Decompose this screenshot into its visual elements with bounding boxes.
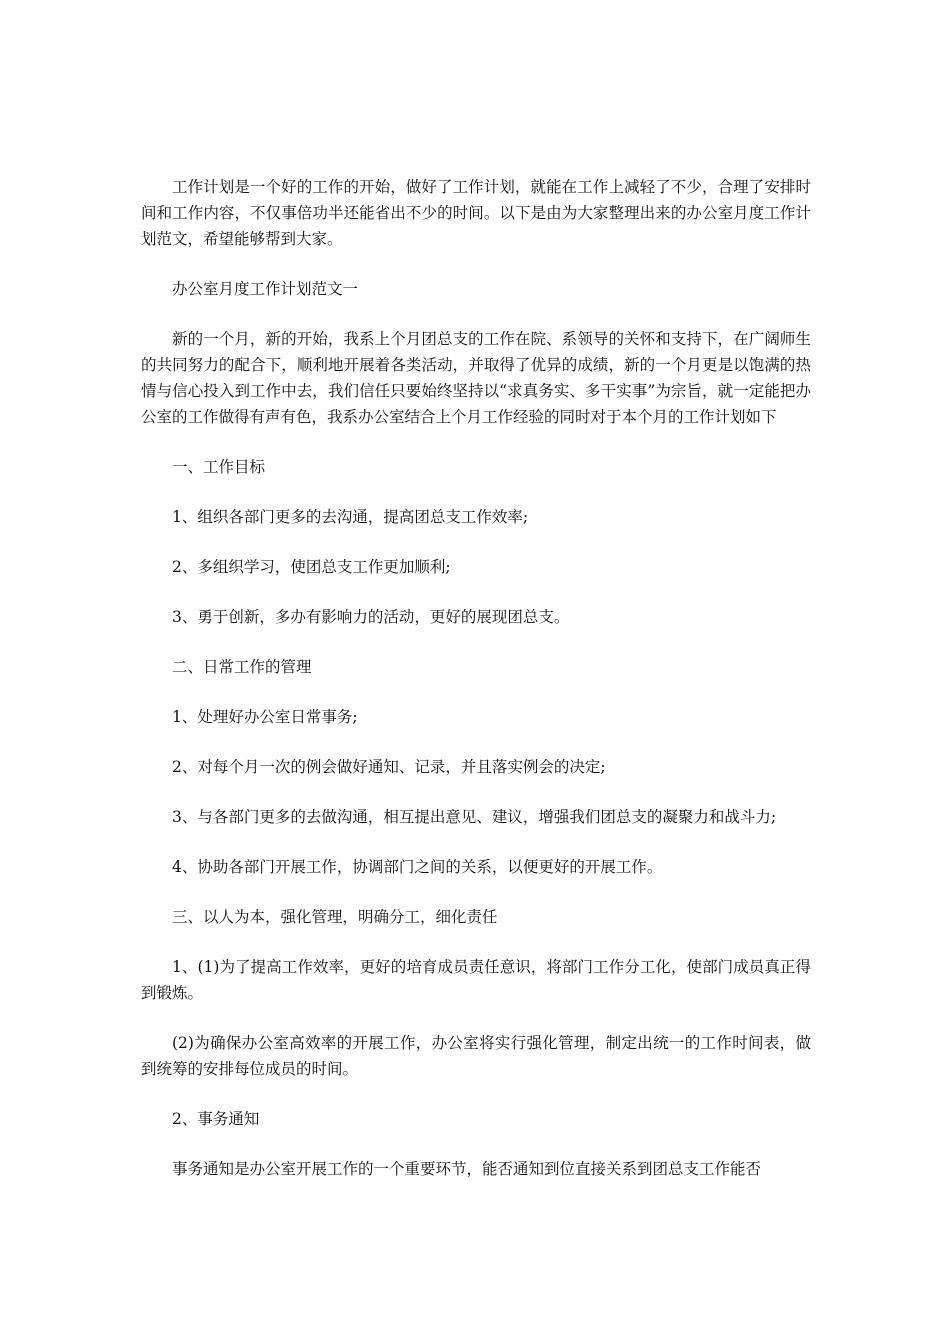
list-item: 2、多组织学习，使团总支工作更加顺利;	[172, 558, 451, 576]
list-item: (2)为确保办公室高效率的开展工作，办公室将实行强化管理，制定出统一的工作时间表，做到统筹的安排每位成员的时间。	[141, 1034, 811, 1078]
heading-people-oriented: 三、以人为本，强化管理，明确分工，细化责任	[172, 908, 498, 926]
section-title: 办公室月度工作计划范文一	[172, 280, 359, 298]
body-paragraph: 事务通知是办公室开展工作的一个重要环节，能否通知到位直接关系到团总支工作能否	[172, 1160, 762, 1178]
list-item: 2、对每个月一次的例会做好通知、记录，并且落实例会的决定;	[172, 758, 606, 776]
heading-daily-management: 二、日常工作的管理	[172, 658, 312, 676]
heading-work-goals: 一、工作目标	[172, 458, 266, 476]
list-item: 1、组织各部门更多的去沟通，提高团总支工作效率;	[172, 508, 529, 526]
list-item: 4、协助各部门开展工作，协调部门之间的关系，以便更好的开展工作。	[172, 858, 663, 876]
list-item: 3、与各部门更多的去做沟通，相互提出意见、建议，增强我们团总支的凝聚力和战斗力;	[172, 808, 777, 826]
list-item: 1、处理好办公室日常事务;	[172, 708, 358, 726]
intro-paragraph: 工作计划是一个好的工作的开始，做好了工作计划，就能在工作上减轻了不少，合理了安排时间和工作内容，不仅事倍功半还能省出不少的时间。以下是由为大家整理出来的办公室月度工作计划范文，希望能够帮到大家。	[141, 178, 811, 248]
list-item: 1、(1)为了提高工作效率，更好的培育成员责任意识，将部门工作分工化，使部门成员真正得到锻炼。	[141, 958, 811, 1002]
list-item: 3、勇于创新，多办有影响力的活动，更好的展现团总支。	[172, 608, 570, 626]
list-item: 2、事务通知	[172, 1110, 260, 1128]
document-page	[141, 174, 811, 1182]
body-paragraph: 新的一个月，新的开始，我系上个月团总支的工作在院、系领导的关怀和支持下，在广阔师生的共同努力的配合下，顺利地开展着各类活动，并取得了优异的成绩，新的一个月更是以饱满的热情与信心投入到工作中去，我们信任只要始终坚持以“求真务实、多干实事”为宗旨，就一定能把办公室的工作做得有声有色，我系办公室结合上个月工作经验的同时对于本个月的工作计划如下	[141, 330, 811, 426]
